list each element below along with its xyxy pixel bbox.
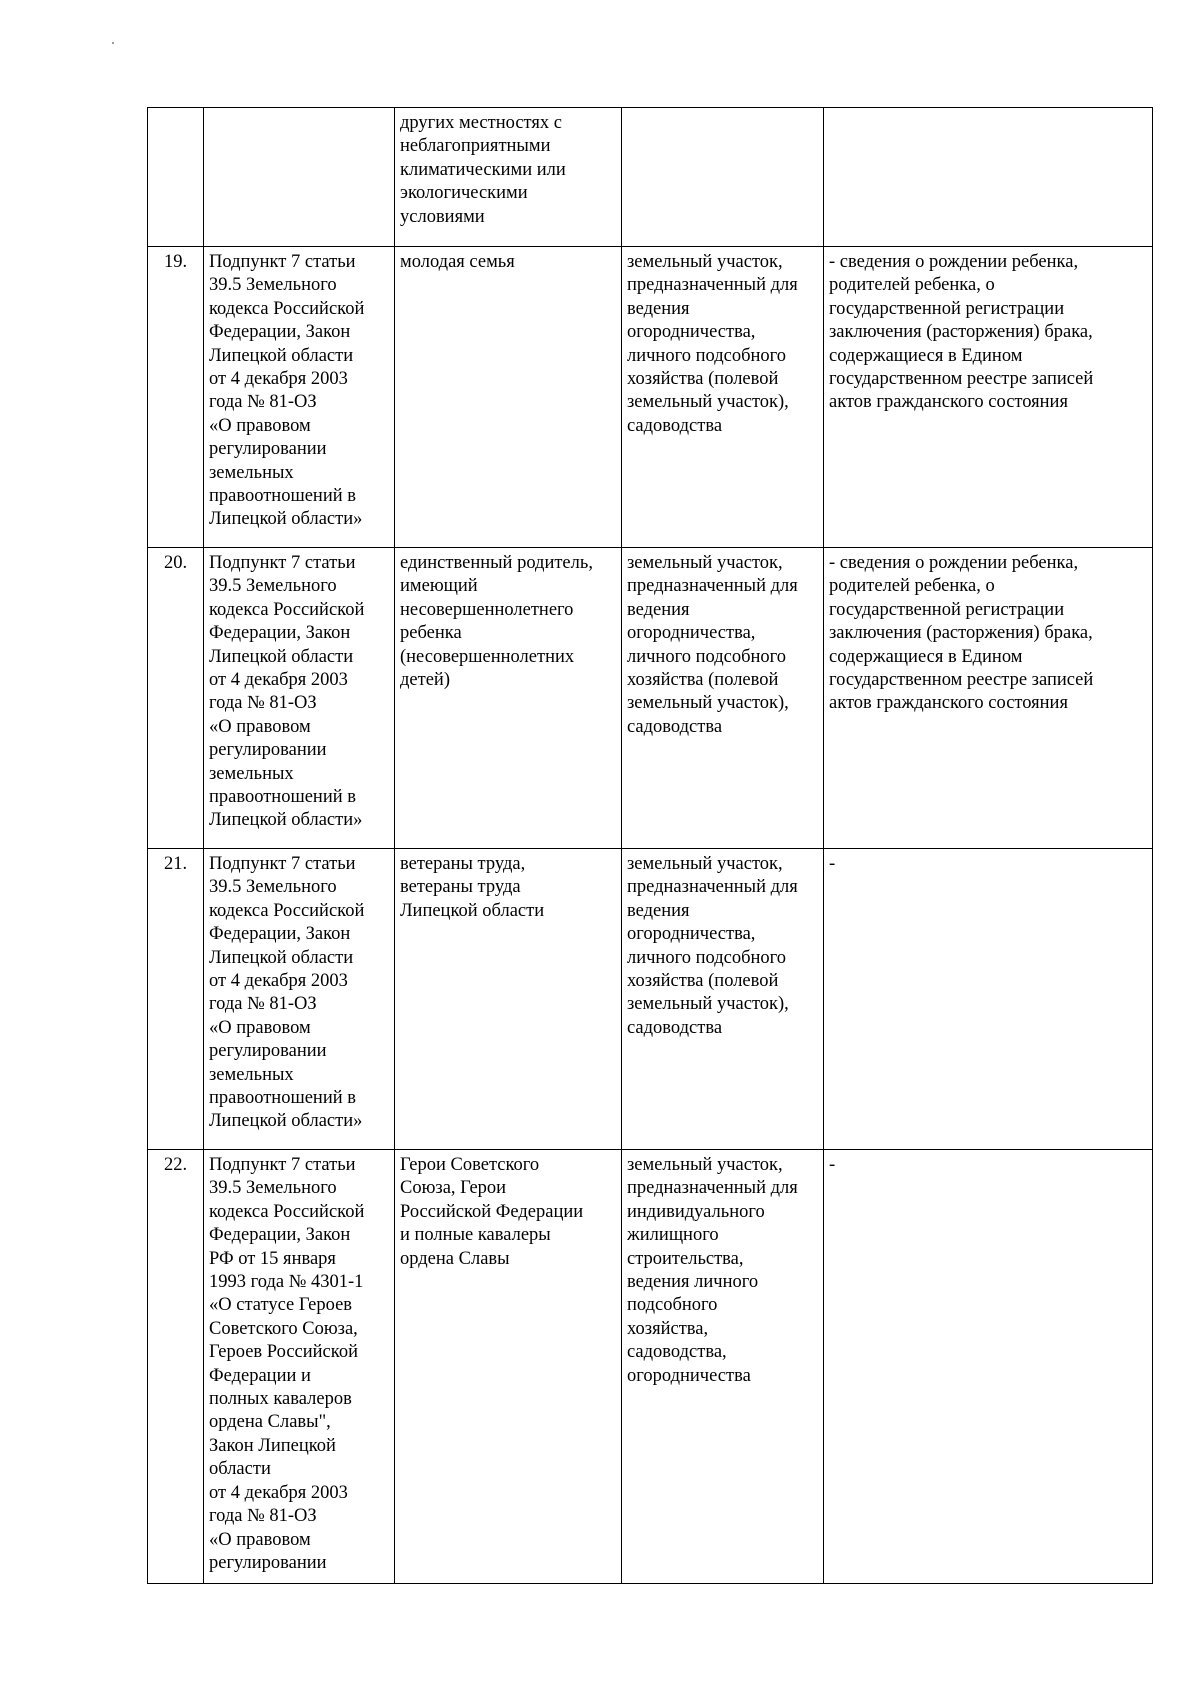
table-row-21 <box>148 849 1153 1150</box>
table-row-continued <box>148 108 1153 247</box>
scan-speck <box>112 42 114 44</box>
land-allocation-table <box>147 107 1153 1584</box>
legal-basis-cell: Подпункт 7 статьи 39.5 Земельного кодекса Российской Федерации, Закон Липецкой области от 4 декабря 2003 года № 81-ОЗ «О правовом регулировании земельных правоотношений в Липецкой области» <box>204 548 395 849</box>
category-cell: других местностях с неблагоприятными климатическими или экологическими условиями <box>395 108 622 247</box>
documents-cell: - сведения о рождении ребенка, родителей ребенка, о государственной регистрации заключения (расторжения) брака, содержащиеся в Едином государственном реестре записей актов гражданского состояния <box>824 548 1153 849</box>
category-cell: единственный родитель, имеющий несовершеннолетнего ребенка (несовершеннолетних детей) <box>395 548 622 849</box>
documents-cell: - <box>824 849 1153 1150</box>
row-number-cell <box>148 108 204 247</box>
category-cell: ветераны труда, ветераны труда Липецкой области <box>395 849 622 1150</box>
row-number-cell: 19. <box>148 247 204 548</box>
row-number-cell: 20. <box>148 548 204 849</box>
legal-basis-cell: Подпункт 7 статьи 39.5 Земельного кодекса Российской Федерации, Закон Липецкой области от 4 декабря 2003 года № 81-ОЗ «О правовом регулировании земельных правоотношений в Липецкой области» <box>204 849 395 1150</box>
land-purpose-cell <box>622 108 824 247</box>
legal-basis-cell: Подпункт 7 статьи 39.5 Земельного кодекса Российской Федерации, Закон РФ от 15 января 1993 года № 4301-1 «О статусе Героев Советского Союза, Героев Российской Федерации и полных кавалеров ордена Славы", Закон Липецкой области от 4 декабря 2003 года № 81-ОЗ «О правовом регулировании <box>204 1150 395 1584</box>
row-number-cell: 22. <box>148 1150 204 1584</box>
land-purpose-cell: земельный участок, предназначенный для ведения огородничества, личного подсобного хозяйства (полевой земельный участок), садоводства <box>622 548 824 849</box>
documents-cell: - <box>824 1150 1153 1584</box>
table-row-20 <box>148 548 1153 849</box>
row-number-cell: 21. <box>148 849 204 1150</box>
land-purpose-cell: земельный участок, предназначенный для ведения огородничества, личного подсобного хозяйства (полевой земельный участок), садоводства <box>622 849 824 1150</box>
table-row-19 <box>148 247 1153 548</box>
legal-basis-cell: Подпункт 7 статьи 39.5 Земельного кодекса Российской Федерации, Закон Липецкой области от 4 декабря 2003 года № 81-ОЗ «О правовом регулировании земельных правоотношений в Липецкой области» <box>204 247 395 548</box>
table-row-22 <box>148 1150 1153 1584</box>
documents-cell <box>824 108 1153 247</box>
land-purpose-cell: земельный участок, предназначенный для индивидуального жилищного строительства, ведения личного подсобного хозяйства, садоводства, огородничества <box>622 1150 824 1584</box>
legal-basis-cell <box>204 108 395 247</box>
category-cell: молодая семья <box>395 247 622 548</box>
category-cell: Герои Советского Союза, Герои Российской Федерации и полные кавалеры ордена Славы <box>395 1150 622 1584</box>
land-purpose-cell: земельный участок, предназначенный для ведения огородничества, личного подсобного хозяйства (полевой земельный участок), садоводства <box>622 247 824 548</box>
documents-cell: - сведения о рождении ребенка, родителей ребенка, о государственной регистрации заключения (расторжения) брака, содержащиеся в Едином государственном реестре записей актов гражданского состояния <box>824 247 1153 548</box>
